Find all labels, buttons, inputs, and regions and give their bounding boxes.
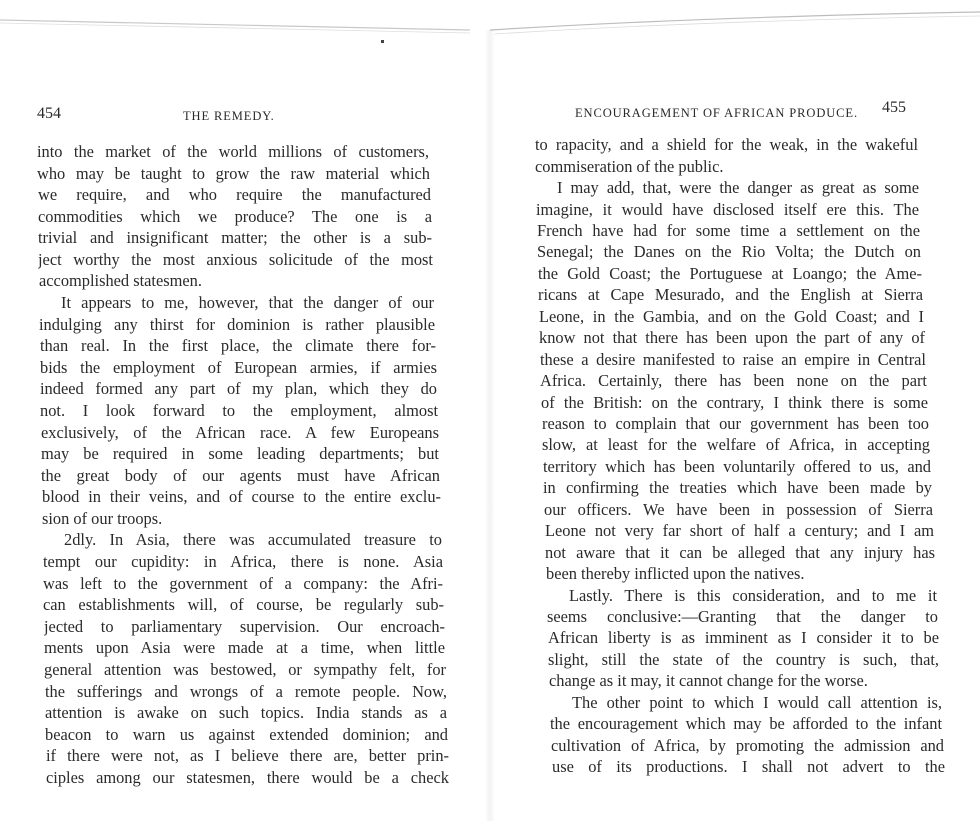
text-line: Senegal; the Danes on the Rio Volta; the Dutch on <box>537 242 921 261</box>
text-line: these a desire manifested to raise an empire in Central <box>540 350 926 369</box>
text-line: the Gold Coast; the Portuguese at Loango; the Ame- <box>538 264 922 283</box>
text-line: tempt our cupidity: in Africa, there is none. Asia <box>43 552 443 571</box>
text-line: African liberty is as imminent as I consider it to be <box>548 628 939 647</box>
text-line: know not that there has been upon the part of any of <box>539 328 925 347</box>
text-line: cultivation of Africa, by promoting the admission and <box>551 736 944 755</box>
text-line: French have had for some time a settlement on the <box>537 221 920 240</box>
right-running-head: ENCOURAGEMENT OF AFRICAN PRODUCE. <box>575 106 858 120</box>
text-line: the sufferings and wrongs of a remote people. Now, <box>45 682 447 701</box>
text-line: than real. In the first place, the climate there for- <box>40 336 436 355</box>
text-line: It appears to me, however, that the danger of our <box>61 293 434 312</box>
text-line: not aware that it can be alleged that any injury has <box>545 543 935 562</box>
left-running-head: THE REMEDY. <box>183 109 275 123</box>
text-line: into the market of the world millions of customers, <box>37 142 429 161</box>
text-line: change as it may, it cannot change for the worse. <box>549 671 868 690</box>
text-line: been thereby inflicted upon the natives. <box>546 564 805 583</box>
text-line: who may be taught to grow the raw material which <box>37 164 430 183</box>
text-line: not. I look forward to the employment, almost <box>40 401 438 420</box>
left-page-number: 454 <box>37 105 61 122</box>
text-line: indeed formed any part of my plan, which they do <box>40 379 437 398</box>
text-line: was left to the government of a company: the Afri- <box>43 574 443 593</box>
text-line: use of its productions. I shall not advert to the <box>552 757 945 776</box>
right-page-number: 455 <box>882 99 906 116</box>
text-line: exclusively, of the African race. A few Europeans <box>41 423 439 442</box>
text-line: seems conclusive:—Granting that the danger to <box>547 607 938 626</box>
text-line: jected to parliamentary supervision. Our encroach- <box>44 617 445 636</box>
text-line: Africa. Certainly, there has been none on the part <box>540 371 927 390</box>
text-line: if there were not, as I believe there are, better prin- <box>46 746 449 765</box>
text-line: may be required in some leading departments; but <box>41 444 439 463</box>
text-line: The other point to which I would call attention is, <box>572 693 942 712</box>
text-line: reason to complain that our government has been too <box>542 414 929 433</box>
text-line: I may add, that, were the danger as great as some <box>557 178 919 197</box>
text-line: attention is awake on such topics. India stands as a <box>45 703 447 722</box>
text-line: territory which has been voluntarily offered to us, and <box>543 457 931 476</box>
text-line: beacon to warn us against extended dominion; and <box>45 725 448 744</box>
text-line: sion of our troops. <box>42 509 163 528</box>
text-line: ject worthy the most anxious solicitude of the most <box>38 250 433 269</box>
text-line: commiseration of the public. <box>535 157 724 176</box>
text-line: Leone not very far short of half a century; and I am <box>545 521 934 540</box>
text-line: accomplished statesmen. <box>39 271 202 290</box>
text-line: general attention was bestowed, or sympathy felt, for <box>44 660 446 679</box>
text-line: the great body of our agents must have African <box>41 466 440 485</box>
text-line: Lastly. There is this consideration, and to me it <box>569 586 937 605</box>
text-line: to rapacity, and a shield for the weak, in the wakeful <box>535 135 918 154</box>
text-line: trivial and insignificant matter; the other is a sub- <box>38 228 432 247</box>
text-line: blood in their veins, and of course to the entire exclu- <box>42 487 441 506</box>
right-page <box>490 0 980 821</box>
text-line: ciples among our statesmen, there would be a check <box>46 768 449 787</box>
text-line: ricans at Cape Mesurado, and the English at Sierra <box>538 285 923 304</box>
text-line: can establishments will, of course, be regularly sub- <box>43 595 444 614</box>
text-line: ments upon Asia were made at a time, when little <box>44 638 445 657</box>
text-line: slight, still the state of the country is such, that, <box>548 650 939 669</box>
text-line: 2dly. In Asia, there was accumulated treasure to <box>64 530 442 549</box>
text-line: slow, at least for the welfare of Africa, in accepting <box>542 435 930 454</box>
text-line: in confirming the treaties which have been made by <box>543 478 932 497</box>
text-line: Leone, in the Gambia, and on the Gold Coast; and I <box>539 307 924 326</box>
text-line: of the British: on the contrary, I think there is some <box>541 393 928 412</box>
text-line: bids the employment of European armies, if armies <box>40 358 437 377</box>
text-line: imagine, it would have disclosed itself ere this. The <box>536 200 919 219</box>
text-line: we require, and who require the manufactured <box>38 185 431 204</box>
text-line: the encouragement which may be afforded to the infant <box>550 714 942 733</box>
text-line: indulging any thirst for dominion is rather plausible <box>39 315 435 334</box>
text-line: commodities which we produce? The one is a <box>38 207 432 226</box>
text-line: our officers. We have been in possession of Sierra <box>544 500 933 519</box>
